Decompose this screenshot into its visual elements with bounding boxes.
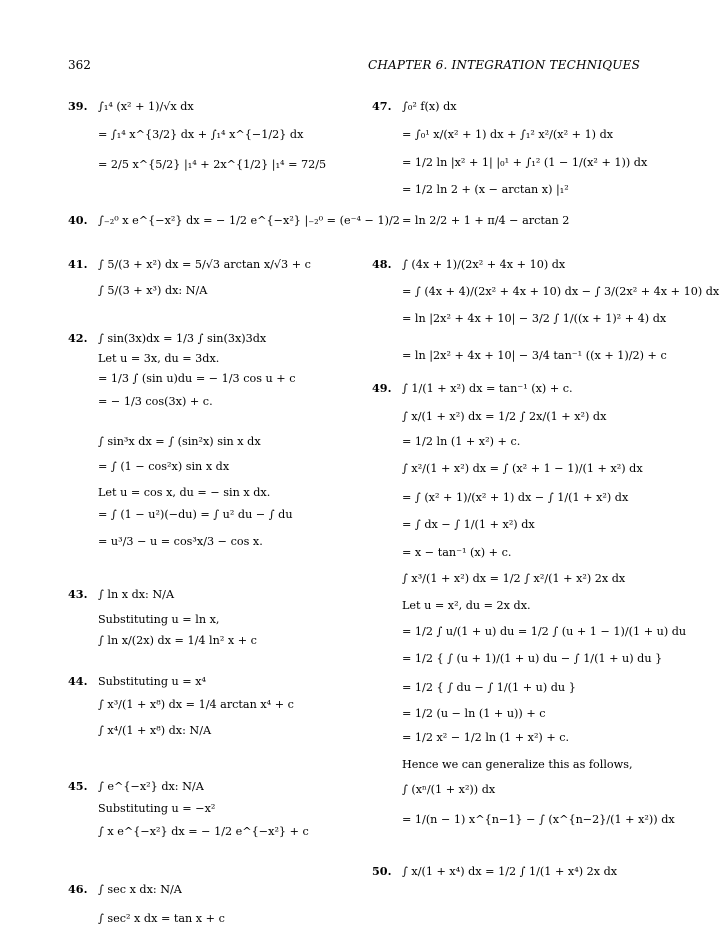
exercise-number: 48.	[372, 257, 392, 271]
exercise-39	[68, 100, 194, 113]
exercise-47	[372, 100, 457, 113]
math-expression: = − 1/3 cos(3x) + c.	[98, 395, 213, 408]
derivation-line	[372, 435, 520, 448]
derivation-line	[68, 128, 303, 141]
derivation-line	[68, 435, 261, 448]
exercise-40	[68, 214, 400, 227]
math-expression: = u³/3 − u = cos³x/3 − cos x.	[98, 535, 263, 548]
math-expression: = ∫ (4x + 4)/(2x² + 4x + 10) dx − ∫ 3/(2x² + 4x + 10) dx	[402, 285, 720, 298]
math-expression: ∫ x³/(1 + x⁸) dx = 1/4 arctan x⁴ + c	[98, 698, 294, 711]
derivation-line	[68, 613, 219, 626]
math-expression: = 2/5 x^{5/2} |₁⁴ + 2x^{1/2} |₁⁴ = 72/5	[98, 158, 327, 171]
exercise-44	[68, 675, 206, 688]
math-expression: ∫ (xⁿ/(1 + x²)) dx	[402, 783, 496, 796]
derivation-line	[372, 783, 495, 796]
math-expression: Substituting u = −x²	[98, 802, 216, 815]
derivation-line	[68, 486, 270, 499]
math-expression: ∫ e^{−x²} dx: N/A	[98, 780, 204, 793]
math-expression: = 1/(n − 1) x^{n−1} − ∫ (x^{n−2}/(1 + x²)) dx	[402, 813, 675, 826]
exercise-number: 50.	[372, 864, 392, 878]
derivation-line	[372, 214, 569, 227]
math-expression: Let u = 3x, du = 3dx.	[98, 352, 220, 365]
math-expression: ∫ x³/(1 + x²) dx = 1/2 ∫ x²/(1 + x²) 2x dx	[402, 572, 626, 585]
math-expression: = x − tan⁻¹ (x) + c.	[402, 546, 512, 559]
exercise-46	[68, 883, 182, 896]
math-expression: ∫ 5/(3 + x³) dx: N/A	[98, 284, 208, 297]
derivation-line	[68, 634, 257, 647]
math-expression: ∫ x⁴/(1 + x⁸) dx: N/A	[98, 724, 212, 737]
derivation-line	[372, 128, 613, 141]
math-expression: = 1/3 ∫ (sin u)du = − 1/3 cos u + c	[98, 372, 296, 385]
math-expression: = 1/2 { ∫ du − ∫ 1/(1 + u) du }	[402, 681, 576, 694]
math-expression: = ln |2x² + 4x + 10| − 3/2 ∫ 1/((x + 1)² + 4) dx	[402, 312, 667, 325]
math-expression: = 1/2 (u − ln (1 + u)) + c	[402, 707, 546, 720]
page-number: 362	[68, 58, 91, 72]
math-expression: = ∫ (x² + 1)/(x² + 1) dx − ∫ 1/(1 + x²) dx	[402, 491, 629, 504]
derivation-line	[372, 652, 662, 665]
math-expression: ∫₁⁴ (x² + 1)/√x dx	[98, 100, 194, 113]
math-expression: = 1/2 ln (1 + x²) + c.	[402, 435, 521, 448]
math-expression: ∫ sec² x dx = tan x + c	[98, 912, 225, 925]
math-expression: = ln |2x² + 4x + 10| − 3/4 tan⁻¹ ((x + 1)/2) + c	[402, 349, 667, 362]
math-expression: = 1/2 x² − 1/2 ln (1 + x²) + c.	[402, 731, 570, 744]
math-expression: ∫ (4x + 1)/(2x² + 4x + 10) dx	[402, 258, 566, 271]
math-expression: ∫ x/(1 + x²) dx = 1/2 ∫ 2x/(1 + x²) dx	[402, 410, 607, 423]
derivation-line	[68, 284, 207, 297]
derivation-line	[372, 707, 546, 720]
derivation-line	[68, 535, 263, 548]
exercise-number: 46.	[68, 882, 88, 896]
math-expression: ∫ 5/(3 + x²) dx = 5/√3 arctan x/√3 + c	[98, 258, 311, 271]
math-expression: = ∫₀¹ x/(x² + 1) dx + ∫₁² x²/(x² + 1) dx	[402, 128, 614, 141]
math-expression: = ∫ (1 − cos²x) sin x dx	[98, 460, 230, 473]
derivation-line	[68, 912, 225, 925]
exercise-number: 44.	[68, 674, 88, 688]
exercise-number: 39.	[68, 99, 88, 113]
math-expression: = 1/2 ln 2 + (x − arctan x) |₁²	[402, 183, 569, 196]
running-title: CHAPTER 6. INTEGRATION TECHNIQUES	[368, 58, 640, 72]
math-expression: = ∫₁⁴ x^{3/2} dx + ∫₁⁴ x^{−1/2} dx	[98, 128, 304, 141]
derivation-line	[68, 508, 293, 521]
exercise-48	[372, 258, 565, 271]
derivation-line	[372, 758, 633, 771]
math-expression: ∫ sec x dx: N/A	[98, 883, 182, 896]
math-expression: Let u = cos x, du = − sin x dx.	[98, 486, 271, 499]
math-expression: = ∫ dx − ∫ 1/(1 + x²) dx	[402, 518, 535, 531]
derivation-line	[372, 156, 647, 169]
exercise-41	[68, 258, 311, 271]
derivation-line	[372, 731, 569, 744]
derivation-line	[372, 183, 569, 196]
derivation-line	[372, 410, 606, 423]
math-expression: ∫ ln x dx: N/A	[98, 588, 175, 601]
math-expression: = ln 2/2 + 1 + π/4 − arctan 2	[402, 214, 570, 227]
exercise-number: 45.	[68, 779, 88, 793]
derivation-line	[372, 813, 675, 826]
exercise-number: 40.	[68, 213, 88, 227]
math-expression: Let u = x², du = 2x dx.	[402, 599, 531, 612]
math-expression: ∫ sin³x dx = ∫ (sin²x) sin x dx	[98, 435, 261, 448]
derivation-line	[372, 599, 531, 612]
derivation-line	[68, 825, 309, 838]
derivation-line	[68, 802, 215, 815]
math-expression: = ∫ (1 − u²)(−du) = ∫ u² du − ∫ du	[98, 508, 293, 521]
derivation-line	[68, 352, 219, 365]
derivation-line	[372, 285, 719, 298]
derivation-line	[372, 625, 686, 638]
exercise-number: 41.	[68, 257, 88, 271]
derivation-line	[372, 349, 667, 362]
exercise-number: 43.	[68, 587, 88, 601]
exercise-49	[372, 382, 573, 395]
math-expression: = 1/2 ln |x² + 1| |₀¹ + ∫₁² (1 − 1/(x² + 1)) dx	[402, 156, 648, 169]
derivation-line	[68, 158, 326, 171]
derivation-line	[372, 491, 628, 504]
derivation-line	[372, 462, 643, 475]
derivation-line	[68, 395, 213, 408]
exercise-45	[68, 780, 204, 793]
exercise-number: 47.	[372, 99, 392, 113]
derivation-line	[68, 372, 296, 385]
math-expression: Substituting u = ln x,	[98, 613, 220, 626]
math-expression: ∫ x²/(1 + x²) dx = ∫ (x² + 1 − 1)/(1 + x²) dx	[402, 462, 643, 475]
math-expression: ∫₋₂⁰ x e^{−x²} dx = − 1/2 e^{−x²} |₋₂⁰ = (e⁻⁴ − 1)/2	[98, 214, 400, 227]
math-expression: ∫ x/(1 + x⁴) dx = 1/2 ∫ 1/(1 + x⁴) 2x dx	[402, 865, 618, 878]
exercise-number: 42.	[68, 331, 88, 345]
exercise-43	[68, 588, 174, 601]
math-expression: ∫ ln x/(2x) dx = 1/4 ln² x + c	[98, 634, 257, 647]
math-expression: Hence we can generalize this as follows,	[402, 758, 633, 771]
math-expression: ∫ 1/(1 + x²) dx = tan⁻¹ (x) + c.	[402, 382, 573, 395]
exercise-number: 49.	[372, 381, 392, 395]
derivation-line	[68, 460, 229, 473]
math-expression: ∫ sin(3x)dx = 1/3 ∫ sin(3x)3dx	[98, 332, 267, 345]
derivation-line	[372, 518, 535, 531]
math-expression: = 1/2 ∫ u/(1 + u) du = 1/2 ∫ (u + 1 − 1)/(1 + u) du	[402, 625, 687, 638]
derivation-line	[372, 681, 576, 694]
derivation-line	[68, 724, 211, 737]
math-expression: Substituting u = x⁴	[98, 675, 207, 688]
math-expression: ∫₀² f(x) dx	[402, 100, 457, 113]
derivation-line	[372, 572, 625, 585]
exercise-50	[372, 865, 617, 878]
derivation-line	[372, 312, 666, 325]
math-expression: = 1/2 { ∫ (u + 1)/(1 + u) du − ∫ 1/(1 + u) du }	[402, 652, 663, 665]
derivation-line	[68, 698, 294, 711]
derivation-line	[372, 546, 511, 559]
math-expression: ∫ x e^{−x²} dx = − 1/2 e^{−x²} + c	[98, 825, 309, 838]
exercise-42	[68, 332, 266, 345]
